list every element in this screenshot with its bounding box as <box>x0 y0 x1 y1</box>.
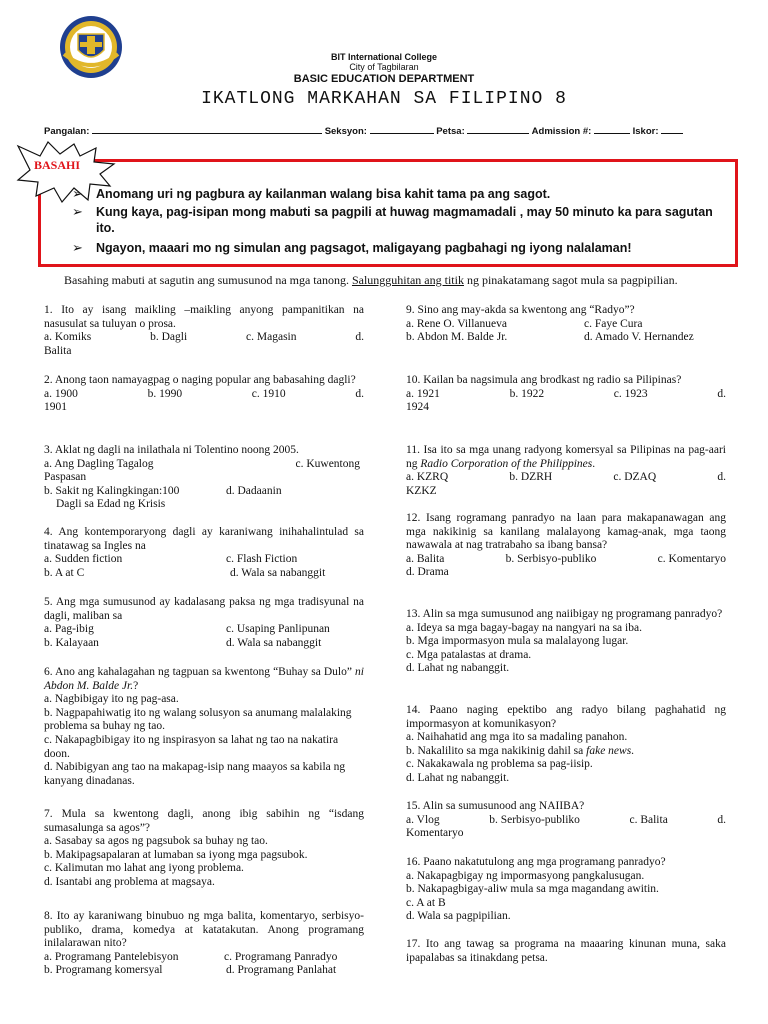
choice-a[interactable]: a. 1921 <box>406 387 440 400</box>
choice-d-text: KZKZ <box>406 484 437 497</box>
choice-a[interactable]: a. Sudden fiction <box>44 553 123 566</box>
question-3 <box>44 444 364 512</box>
choice-c[interactable]: c. Nakapagbibigay ito ng inspirasyon sa lahat ng tao na nakatira doon. <box>44 733 339 760</box>
directions-text: ng pinakatamang sagot mula sa pagpipilian. <box>466 273 678 287</box>
choice-a[interactable]: a. Vlog <box>406 813 440 826</box>
question-17 <box>406 938 726 965</box>
instruction-text: Anomang uri ng pagbura ay kailanman walang bisa kahit tama pa ang sagot. <box>96 187 551 201</box>
choice-a[interactable]: a. KZRQ <box>406 471 449 484</box>
question-9 <box>406 304 726 345</box>
choice-c[interactable]: c. Nakakawala ng problema sa pag-iisip. <box>406 758 593 771</box>
instruction-text: Ngayon, maaari mo ng simulan ang pagsagot, maligayang pagbahagi ng iyong nalalaman! <box>96 241 632 255</box>
iskor-label: Iskor: <box>632 126 659 137</box>
iskor-field[interactable] <box>661 124 683 134</box>
question-stem: 5. Ang mga sumusunod ay kadalasang paksa ng mga tradisyunal na dagli, maliban sa <box>44 596 364 622</box>
question-stem: 7. Mula sa kwentong dagli, anong ibig sabihin ng “isdang sumasalunga sa agos”? <box>44 808 364 834</box>
instruction-item <box>70 238 730 258</box>
choice-d[interactable]: d. <box>355 331 364 344</box>
choice-c[interactable]: c. Flash Fiction <box>226 553 298 566</box>
question-10 <box>406 374 726 415</box>
choice-a[interactable]: a. Naihahatid ang mga ito sa madaling panahon. <box>406 731 628 744</box>
school-name: BIT International College <box>330 52 437 62</box>
choice-b[interactable]: b. Nakapagbigay-aliw mula sa mga magandang awitin. <box>406 883 659 896</box>
question-stem: 1. Ito ay isang maikling –maikling anyong pampanitikan na nasusulat sa tuluyan o prosa. <box>44 304 364 330</box>
choice-b[interactable]: b. Serbisyo-publiko <box>489 813 580 826</box>
choice-c[interactable]: c. DZAQ <box>613 471 657 484</box>
choice-a[interactable]: a. Ang Dagling Tagalog <box>44 457 154 470</box>
directions-underlined: Salungguhitan ang titik <box>351 273 464 287</box>
choice-b-fake-news: fake news <box>586 744 632 757</box>
question-stem: 3. Aklat ng dagli na inilathala ni Tolentino noong 2005. <box>44 444 299 456</box>
exam-title: IKATLONG MARKAHAN SA FILIPINO 8 <box>201 89 567 109</box>
question-6 <box>44 666 364 788</box>
choice-c[interactable]: c. Balita <box>629 813 668 826</box>
choice-d[interactable]: d. <box>717 471 726 484</box>
student-info-line <box>44 124 683 137</box>
question-stem <box>44 666 364 693</box>
choice-b[interactable]: b. DZRH <box>509 471 553 484</box>
choice-a[interactable]: a. Ideya sa mga bagay-bagay na nangyari na sa iba. <box>406 621 642 634</box>
choice-d[interactable]: d. Wala sa nabanggit <box>230 566 326 579</box>
choice-b[interactable]: b. Programang komersyal <box>44 964 163 977</box>
question-7 <box>44 808 364 890</box>
choice-c[interactable]: c. 1910 <box>251 387 286 400</box>
choice-b[interactable]: b. Sakit ng Kalingkingan:100 <box>44 484 180 497</box>
question-stem: 17. Ito ang tawag sa programa na maaaring kinunan muna, saka ipapalabas sa itinakdang petsa. <box>406 938 726 964</box>
directions-paragraph <box>44 273 726 288</box>
city-name: City of Tagbilaran <box>349 62 419 72</box>
choice-b[interactable]: b. Mga impormasyon mula sa malalayong lugar. <box>406 635 629 648</box>
question-16 <box>406 856 726 924</box>
choice-d[interactable]: d. <box>717 387 726 400</box>
petsa-label: Petsa: <box>436 126 465 137</box>
petsa-field[interactable] <box>467 124 529 134</box>
choice-d-text: 1901 <box>44 401 67 414</box>
choice-a[interactable]: a. 1900 <box>44 387 78 400</box>
question-stem-company: Radio Corporation of the Philippines <box>420 457 593 470</box>
basahi-label: BASAHI <box>33 158 80 172</box>
choice-c[interactable]: c. Kuwentong <box>295 457 360 470</box>
arrow-bullet-icon: ➢ <box>72 186 83 201</box>
choice-a[interactable]: a. Rene O. Villanueva <box>406 317 507 330</box>
choice-d[interactable]: d. Isantabi ang problema at magsaya. <box>44 875 215 888</box>
choice-c[interactable]: c. Usaping Panlipunan <box>226 623 330 636</box>
choice-d[interactable]: d. Wala sa nabanggit <box>226 636 322 649</box>
choice-b[interactable]: b. Abdon M. Balde Jr. <box>406 331 508 344</box>
admission-label: Admission #: <box>531 126 592 137</box>
choice-b[interactable]: b. A at C <box>44 566 85 579</box>
question-stem: 8. Ito ay karaniwang binubuo ng mga balita, komentaryo, serbisyo-publiko, drama, komedya at katatakutan. Anong programang inilalarawan nito? <box>44 910 364 950</box>
instructions-list <box>70 186 730 260</box>
choice-b[interactable]: b. Nagpapahiwatig ito ng walang solusyon sa anumang malalaking problema sa buhay ng tao. <box>44 706 352 733</box>
choice-d-text: 1924 <box>406 401 429 414</box>
choice-a[interactable]: a. Balita <box>406 552 445 565</box>
choice-c[interactable]: c. Programang Panradyo <box>224 950 338 963</box>
choice-a[interactable]: a. Nakapagbigay ng impormasyong pangkalusugan. <box>406 869 645 882</box>
question-stem-end: . <box>592 457 596 470</box>
question-stem: 15. Alin sa sumusunood ang NAIIBA? <box>406 800 585 812</box>
question-stem: 2. Anong taon namayagpag o naging popular ang babasahing dagli? <box>44 374 356 386</box>
choice-c[interactable]: c. Komentaryo <box>657 552 726 565</box>
choice-a[interactable]: a. Komiks <box>44 331 92 344</box>
choice-d[interactable]: d. Lahat ng nabanggit. <box>406 771 510 784</box>
question-stem: 10. Kailan ba nagsimula ang brodkast ng radio sa Pilipinas? <box>406 374 682 386</box>
choice-d[interactable]: d. Programang Panlahat <box>226 964 337 977</box>
choice-b-text: Dagli sa Edad ng Krisis <box>56 498 166 511</box>
question-15 <box>406 800 726 841</box>
arrow-bullet-icon: ➢ <box>72 240 83 255</box>
department-name: BASIC EDUCATION DEPARTMENT <box>293 73 475 85</box>
admission-field[interactable] <box>594 124 630 134</box>
question-stem: 16. Paano nakatutulong ang mga programang panradyo? <box>406 856 666 868</box>
question-stem-text: 11. Isa ito sa mga unang radyong komersyal sa Pilipinas na pag-aari ng <box>406 444 726 470</box>
choice-b[interactable] <box>406 745 726 759</box>
choice-d[interactable]: d. Drama <box>406 566 449 579</box>
question-stem: 9. Sino ang may-akda sa kwentong ang “Radyo”? <box>406 304 635 316</box>
choice-c[interactable]: c. Mga patalastas at drama. <box>406 648 532 661</box>
choice-c-text: Paspasan <box>44 471 87 484</box>
choice-a[interactable]: a. Pag-ibig <box>44 623 94 636</box>
question-stem: 14. Paano naging epektibo ang radyo bilang paghahatid ng impormasyon at komunikasyon? <box>406 704 726 730</box>
directions-text: Basahing mabuti at sagutin ang sumusunod na mga tanong. <box>64 273 349 287</box>
question-4 <box>44 526 364 580</box>
choice-b[interactable]: b. Makipagsapalaran at lumaban sa iyong mga pagsubok. <box>44 848 308 861</box>
choice-b[interactable]: b. Kalayaan <box>44 636 99 649</box>
choice-a[interactable]: a. Programang Pantelebisyon <box>44 950 179 963</box>
choice-d-text: Balita <box>44 344 72 357</box>
choice-d[interactable]: d. <box>717 813 726 826</box>
choice-c[interactable]: c. Magasin <box>246 331 297 344</box>
instruction-text: Kung kaya, pag-isipan mong mabuti sa pagpili at huwag magmamadali , may 50 minuto ka para sagutan ito. <box>96 205 713 235</box>
choice-d[interactable]: d. Amado V. Hernandez <box>584 331 694 344</box>
question-14 <box>406 704 726 786</box>
choice-d[interactable]: d. Dadaanin <box>226 484 282 497</box>
choice-c[interactable]: c. 1923 <box>613 387 648 400</box>
instruction-item <box>70 186 730 202</box>
question-12 <box>406 512 726 580</box>
choice-b[interactable]: b. Serbisyo-publiko <box>505 552 597 565</box>
question-11 <box>406 444 726 498</box>
choice-d[interactable]: d. Lahat ng nabanggit. <box>406 662 510 675</box>
choice-a[interactable]: a. Nagbibigay ito ng pag-asa. <box>44 693 179 706</box>
arrow-bullet-icon: ➢ <box>72 204 83 219</box>
choice-b[interactable]: b. 1922 <box>509 387 545 400</box>
choice-d[interactable]: d. <box>355 387 364 400</box>
question-stem-author: ni Abdon M. Balde Jr. <box>44 666 364 692</box>
seksyon-label: Seksyon: <box>324 126 367 137</box>
choice-b[interactable]: b. 1990 <box>147 387 183 400</box>
question-8 <box>44 910 364 978</box>
choice-c[interactable]: c. Faye Cura <box>584 317 643 330</box>
question-2 <box>44 374 364 415</box>
choice-c[interactable]: c. A at B <box>406 896 446 909</box>
question-stem: 13. Alin sa mga sumusunod ang naiibigay ng programang panradyo? <box>406 608 723 620</box>
choice-d-text: Komentaryo <box>406 827 464 840</box>
question-1 <box>44 304 364 358</box>
seksyon-field[interactable] <box>370 124 434 134</box>
question-stem: 4. Ang kontemporaryong dagli ay karaniwang inihahalintulad sa tinatawag sa Ingles na <box>44 526 364 552</box>
question-13 <box>406 608 726 676</box>
question-stem-end: ? <box>133 679 139 692</box>
choice-c[interactable]: c. Kalimutan mo lahat ang iyong problema. <box>44 862 244 875</box>
question-5 <box>44 596 364 650</box>
choice-d[interactable]: d. Wala sa pagpipilian. <box>406 910 511 923</box>
instruction-item <box>70 204 730 236</box>
choice-d[interactable]: d. Nabibigyan ang tao na makapag-isip nang maayos sa kabila ng kanyang dinadanas. <box>44 761 346 787</box>
pangalan-field[interactable] <box>92 124 322 134</box>
choice-a[interactable]: a. Sasabay sa agos ng pagsubok sa buhay ng tao. <box>44 835 268 848</box>
choice-b-end: . <box>631 744 635 757</box>
question-stem-text: 6. Ano ang kahalagahan ng tagpuan sa kwentong “Buhay sa Dulo” <box>44 666 352 678</box>
question-stem: 12. Isang rogramang panradyo na laan para makapanawagan ang mga nakikinig sa kanilang malalayong kamag-anak, mga taong nawawala at nag tratrabaho sa ibang bansa? <box>406 512 726 552</box>
choice-b-text: b. Nakalilito sa mga nakikinig dahil sa <box>406 744 587 757</box>
pangalan-label: Pangalan: <box>44 126 90 137</box>
choice-b[interactable]: b. Dagli <box>150 331 188 344</box>
question-stem <box>406 444 726 471</box>
